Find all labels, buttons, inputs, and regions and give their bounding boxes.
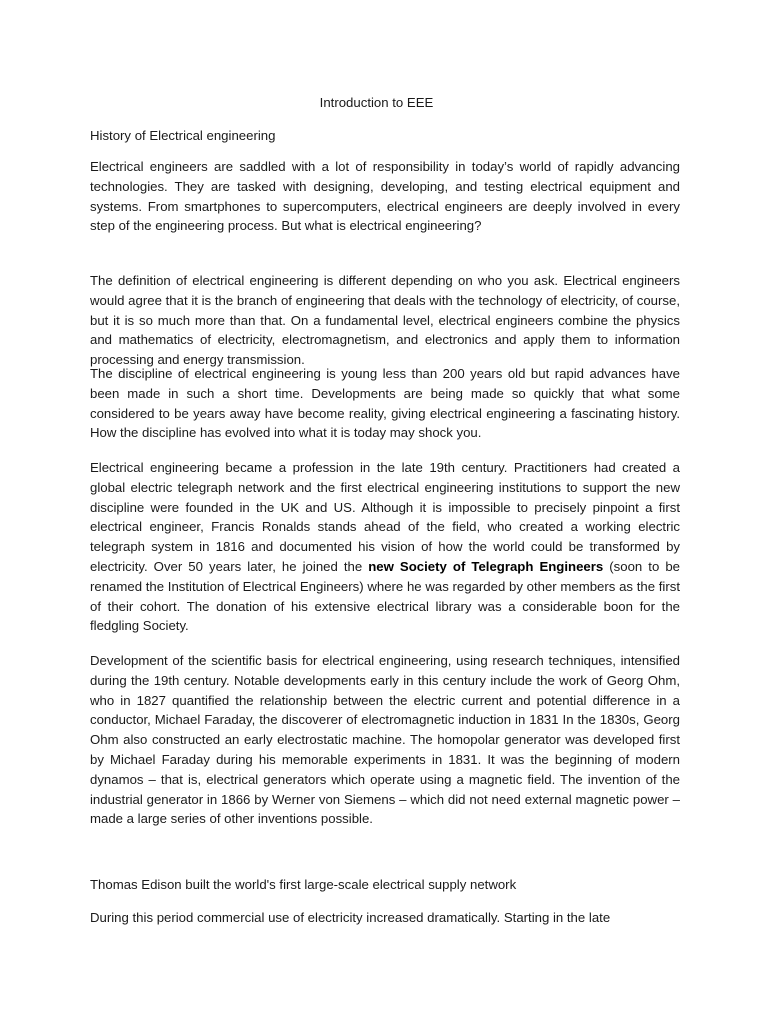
paragraph-profession-text-1: Electrical engineering became a profession in the late 19th century. Practitioners had created a global electric telegraph network and the first electrical engineering institutions to support the new discipline were founded in the UK and US. Although it is impossible to precisely pinpoint a first electrical engineer, Francis Ronalds stands ahead of the field, who created a working electric telegraph system in 1816 and documented his vision of how the world could be transformed by electricity. Over 50 years later, he joined the bbox=[90, 460, 680, 574]
edison-heading: Thomas Edison built the world's first large-scale electrical supply network bbox=[90, 877, 517, 892]
paragraph-scientific-basis: Development of the scientific basis for electrical engineering, using research techniques, intensified during the 19th century. Notable developments early in this century include the work of Georg Ohm, who in 1827 quantified the relationship between the electric current and potential difference in a conductor, Michael Faraday, the discoverer of electromagnetic induction in 1831 In the 1830s, Georg Ohm also constructed an early electrostatic machine. The homopolar generator was developed first by Michael Faraday during his memorable experiments in 1831. It was the beginning of modern dynamos – that is, electrical generators which operate using a magnetic field. The invention of the industrial generator in 1866 by Werner von Siemens – which did not need external magnetic power – made a large series of other inventions possible. bbox=[90, 653, 680, 827]
paragraph-profession bbox=[90, 458, 680, 636]
section-heading: History of Electrical engineering bbox=[90, 128, 276, 143]
society-link-text: new Society of Telegraph Engineers bbox=[368, 558, 604, 574]
paragraph-definition: The definition of electrical engineering is different depending on who you ask. Electrical engineers would agree that it is the branch of engineering that deals with the technology of electricity, of course, but it is so much more than that. On a fundamental level, electrical engineers combine the physics and mathematics of electricity, electromagnetism, and electronics and apply them to information processing and energy transmission. bbox=[90, 273, 680, 368]
paragraph-intro: Electrical engineers are saddled with a lot of responsibility in today’s world of rapidly advancing technologies. They are tasked with designing, developing, and testing electrical equipment and systems. From smartphones to supercomputers, electrical engineers are deeply involved in every step of the engineering process. But what is electrical engineering? bbox=[90, 159, 680, 234]
paragraph-discipline: The discipline of electrical engineering is young less than 200 years old but rapid advances have been made in such a short time. Developments are being made so quickly that what some considered to be years away have become reality, giving electrical engineering a fascinating history. How the discipline has evolved into what it is today may shock you. bbox=[90, 366, 680, 441]
paragraph-profession-text-2: (soon to be renamed the Institution of Electrical Engineers) where he was regarded by other members as the first of their cohort. The donation of his extensive electrical library was a considerable boon for the fledgling Society. bbox=[90, 558, 680, 634]
document-title: Introduction to EEE bbox=[319, 95, 434, 110]
paragraph-commercial-use: During this period commercial use of electricity increased dramatically. Starting in the late bbox=[90, 910, 611, 925]
